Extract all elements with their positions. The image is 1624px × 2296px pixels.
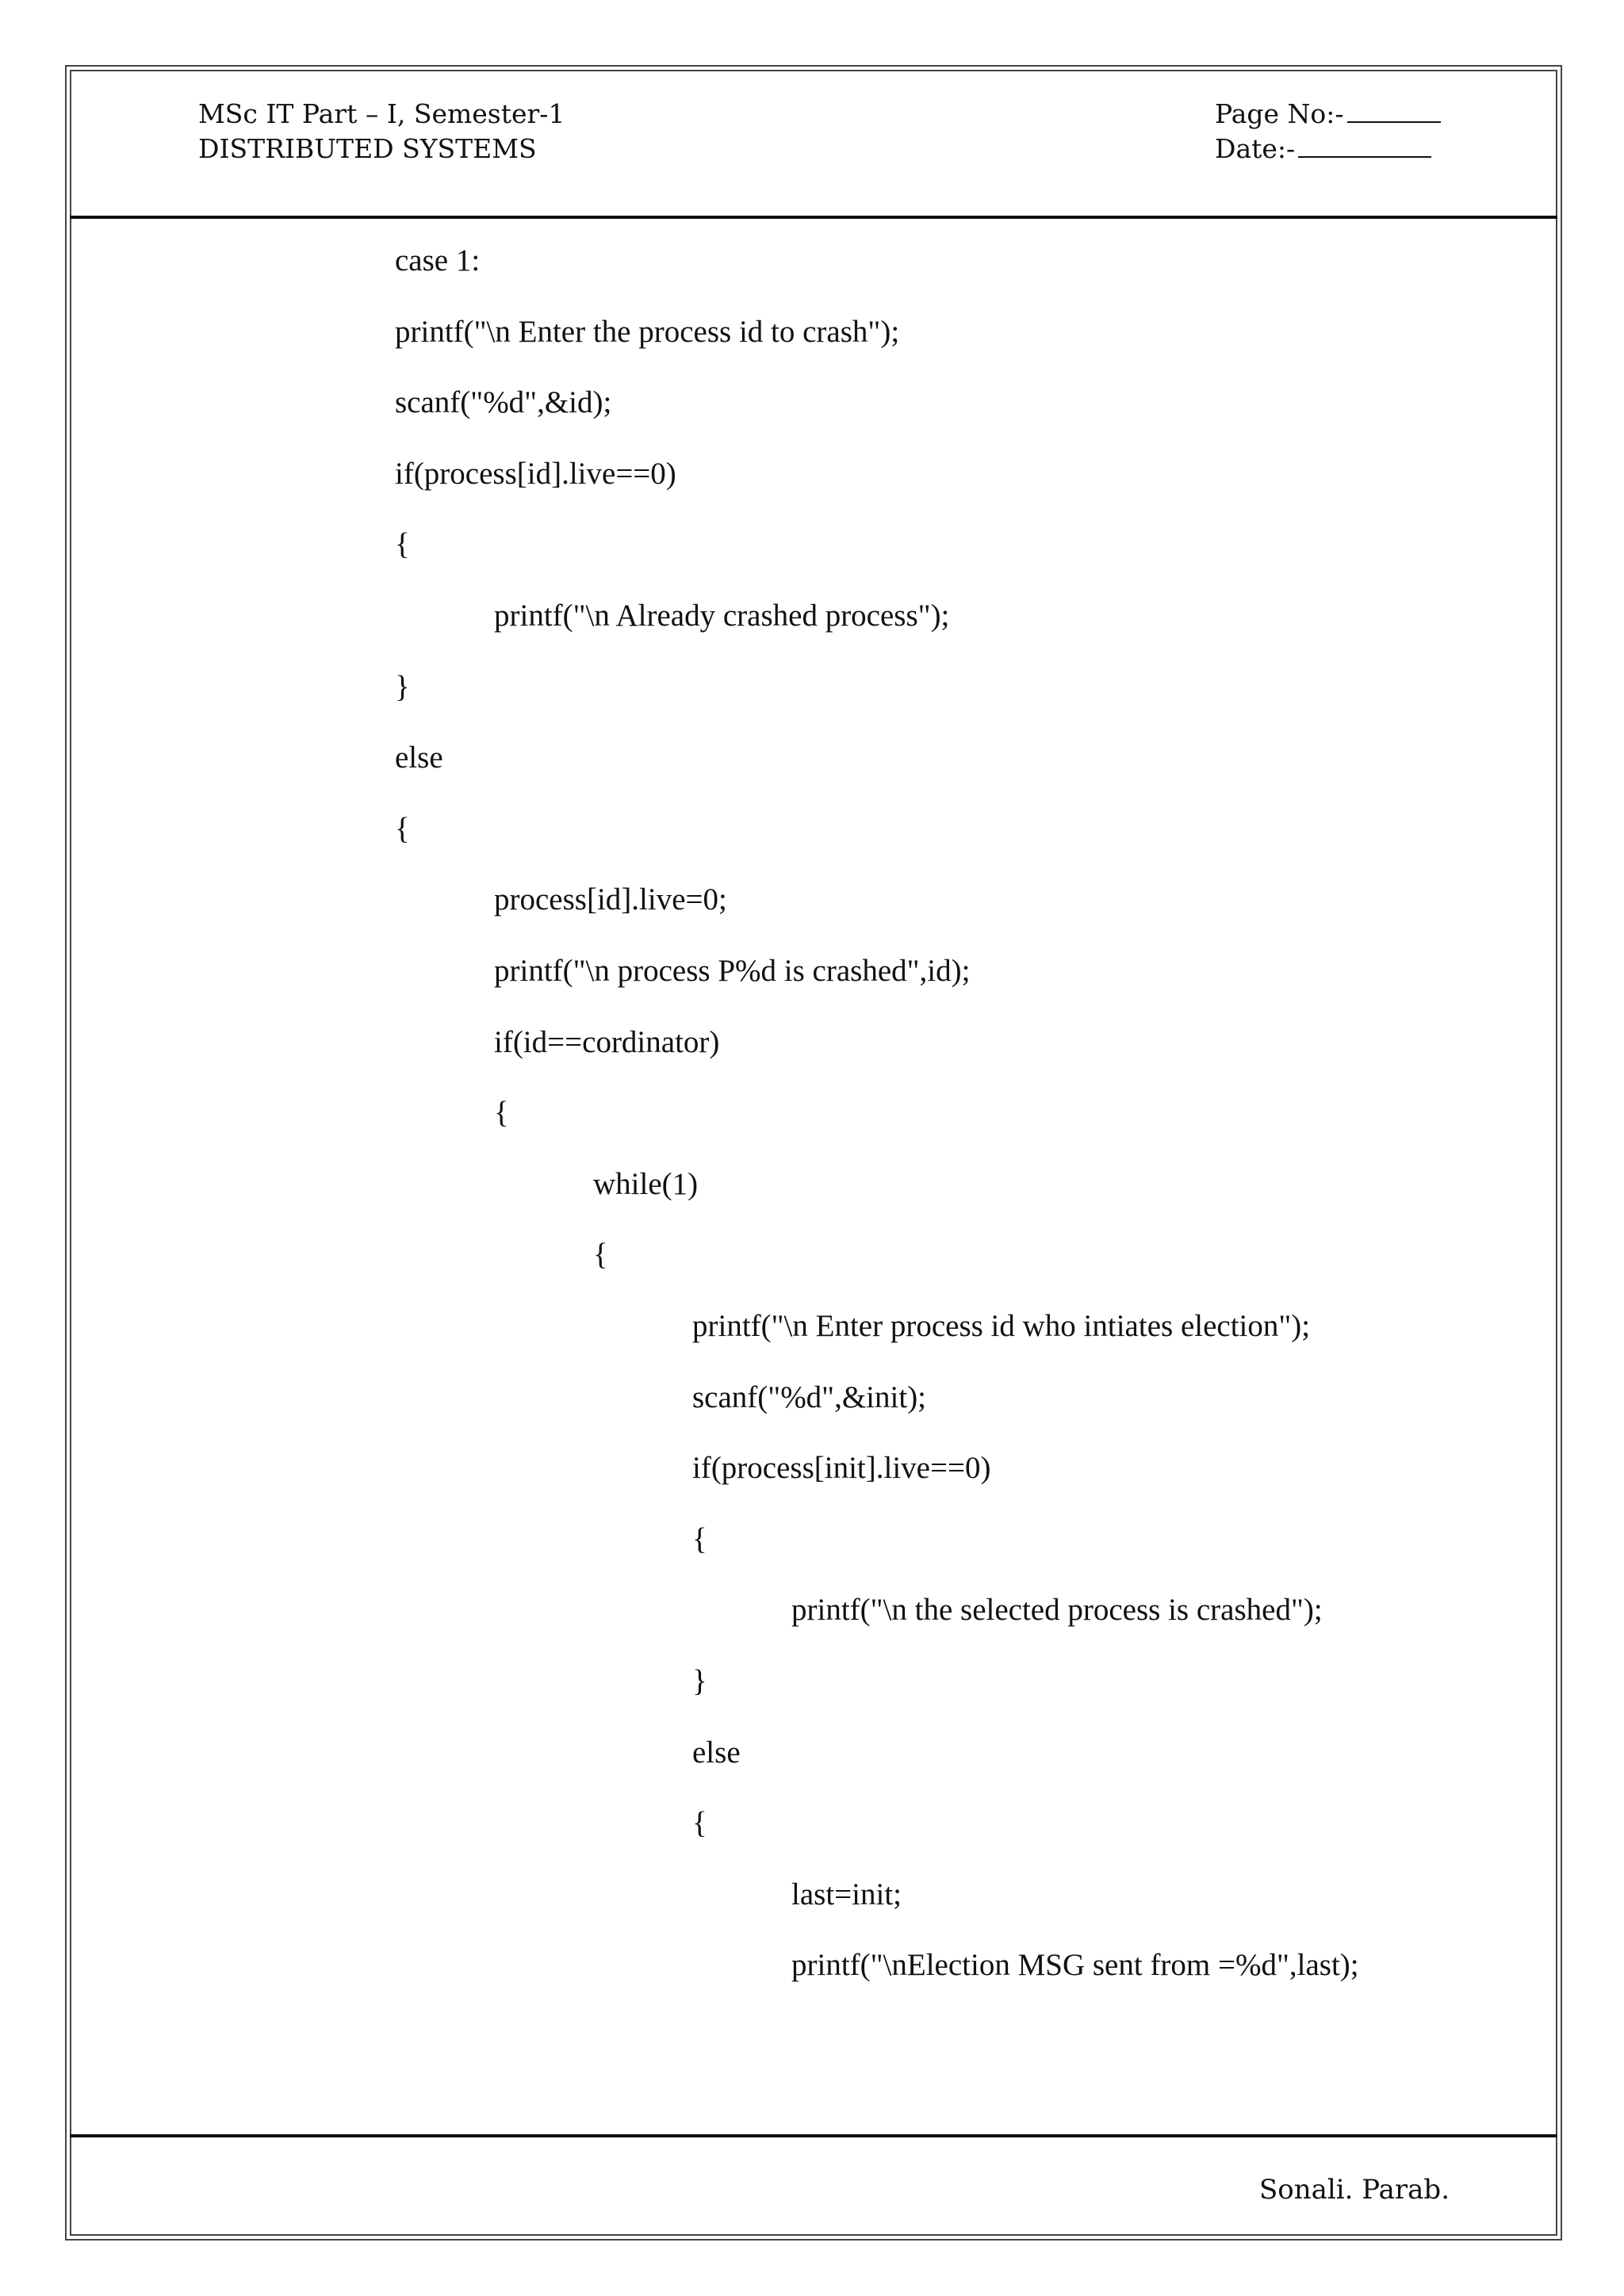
code-line: printf("\n Enter process id who intiates election"); (692, 1309, 1311, 1343)
code-line: } (395, 670, 410, 704)
author-signature: Sonali. Parab. (1259, 2174, 1450, 2206)
code-line: { (692, 1806, 707, 1840)
code-line: scanf("%d",&id); (395, 385, 612, 419)
code-line: else (395, 740, 443, 775)
code-line: { (395, 812, 410, 846)
date-blank (1298, 132, 1431, 158)
code-line: { (692, 1522, 707, 1556)
course-title: MSc IT Part – I, Semester-1 (198, 98, 565, 129)
code-line: if(process[init].live==0) (692, 1451, 991, 1485)
code-line: last=init; (791, 1877, 902, 1911)
code-line: { (395, 527, 410, 561)
code-line: printf("\n process P%d is crashed",id); (494, 954, 971, 988)
code-line: printf("\n Enter the process id to crash"); (395, 315, 900, 349)
code-line: printf("\nElection MSG sent from =%d",last); (791, 1948, 1359, 1982)
subject-title: DISTRIBUTED SYSTEMS (198, 133, 537, 164)
code-line: { (593, 1238, 608, 1272)
page-number-label: Page No:- (1215, 98, 1344, 129)
code-line: scanf("%d",&init); (692, 1380, 927, 1414)
header-right (1215, 97, 1441, 166)
code-line: while(1) (593, 1167, 699, 1201)
code-line: else (692, 1735, 741, 1770)
code-line: { (494, 1096, 509, 1130)
header-rule (70, 216, 1557, 219)
code-line: process[id].live=0; (494, 882, 727, 916)
header-left (198, 97, 565, 166)
code-line: if(id==cordinator) (494, 1025, 720, 1059)
code-line: printf("\n Already crashed process"); (494, 599, 950, 633)
date-label: Date:- (1215, 133, 1296, 164)
page-number-field (1215, 97, 1441, 132)
code-line: case 1: (395, 243, 481, 277)
page-number-blank (1347, 98, 1441, 123)
date-field (1215, 132, 1441, 166)
code-line: } (692, 1664, 707, 1698)
code-line: if(process[id].live==0) (395, 457, 676, 491)
footer-rule (70, 2134, 1557, 2137)
code-line: printf("\n the selected process is crashed"); (791, 1593, 1323, 1627)
